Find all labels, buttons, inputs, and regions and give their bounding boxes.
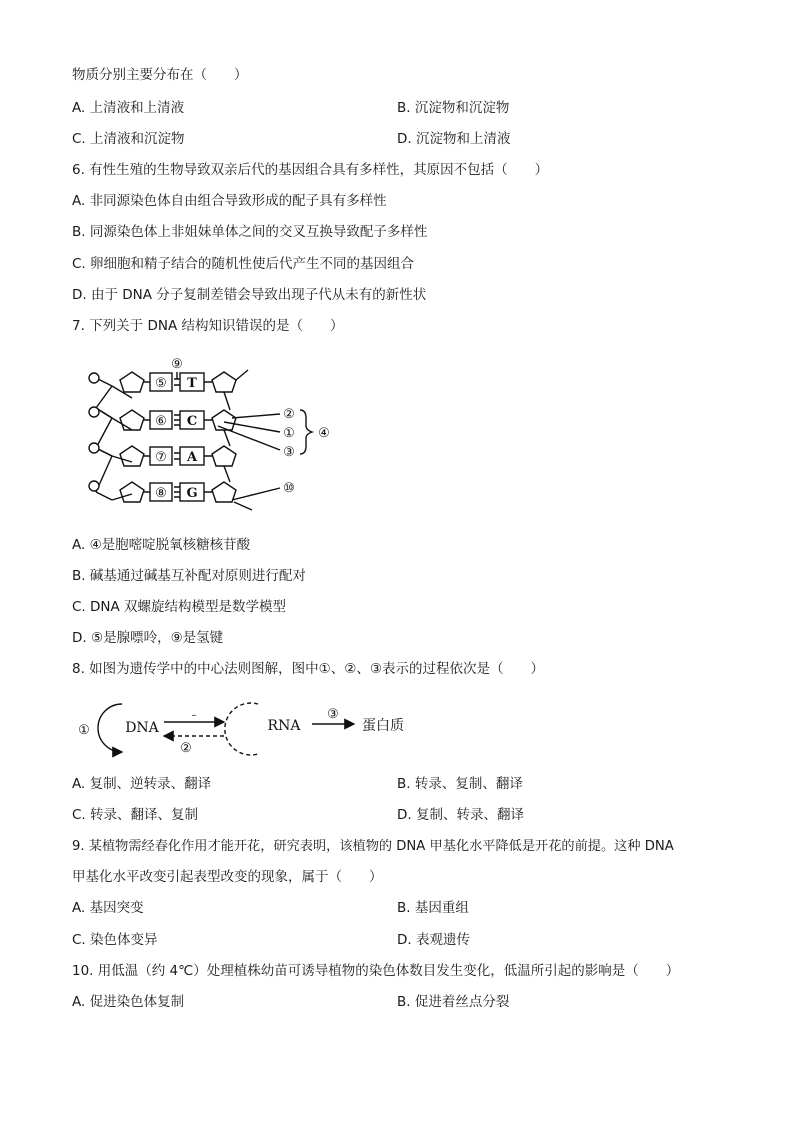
- bottom-label-10: ⑩: [283, 481, 295, 496]
- q10-option-a[interactable]: A. 促进染色体复制: [72, 994, 185, 1010]
- q9-option-c[interactable]: C. 染色体变异: [72, 932, 158, 948]
- q6-option-a[interactable]: A. 非同源染色体自由组合导致形成的配子具有多样性: [72, 193, 387, 209]
- q8-option-b[interactable]: B. 转录、复制、翻译: [397, 776, 523, 792]
- question-9-stem-line1: 9. 某植物需经春化作用才能开花，研究表明，该植物的 DNA 甲基化水平降低是开花的前提。这种 DNA: [72, 839, 674, 854]
- question-9-stem-line2: 甲基化水平改变引起表型改变的现象，属于（ ）: [72, 869, 383, 885]
- protein-text: 蛋白质: [362, 718, 404, 734]
- right-label-1: ①: [283, 426, 295, 441]
- q5-option-d[interactable]: D. 沉淀物和上清液: [397, 131, 511, 147]
- left-label-7: ⑦: [155, 450, 167, 465]
- blank-dash: –: [191, 710, 197, 721]
- q7-option-d[interactable]: D. ⑤是腺嘌呤，⑨是氢键: [72, 630, 224, 646]
- label-3: ③: [327, 707, 339, 722]
- question-5-stem-tail: 物质分别主要分布在（ ）: [72, 67, 248, 83]
- rna-text: RNA: [267, 718, 301, 734]
- q7-option-c[interactable]: C. DNA 双螺旋结构模型是数学模型: [72, 599, 287, 615]
- base-t: T: [187, 376, 197, 391]
- q5-option-b[interactable]: B. 沉淀物和沉淀物: [397, 100, 510, 116]
- right-label-3: ③: [283, 445, 295, 460]
- right-label-2: ②: [283, 407, 295, 422]
- q6-option-b[interactable]: B. 同源染色体上非姐妹单体之间的交叉互换导致配子多样性: [72, 224, 428, 240]
- q9-option-a[interactable]: A. 基因突变: [72, 900, 144, 916]
- base-g: G: [186, 486, 198, 501]
- base-a: A: [186, 450, 198, 465]
- q7-option-b[interactable]: B. 碱基通过碱基互补配对原则进行配对: [72, 568, 306, 584]
- dna-text: DNA: [125, 720, 159, 736]
- left-label-5: ⑤: [155, 376, 167, 391]
- left-label-6: ⑥: [155, 414, 167, 429]
- question-10-stem: 10. 用低温（约 4℃）处理植株幼苗可诱导植物的染色体数目发生变化，低温所引起的影响是（ ）: [72, 963, 680, 979]
- label-1: ①: [78, 723, 90, 738]
- base-c: C: [186, 414, 198, 429]
- top-label-9: ⑨: [171, 357, 183, 372]
- q8-option-a[interactable]: A. 复制、逆转录、翻译: [72, 776, 212, 792]
- label-2: ②: [180, 741, 192, 756]
- q9-option-d[interactable]: D. 表观遗传: [397, 932, 470, 948]
- central-dogma-diagram: [72, 694, 412, 762]
- brace-label-4: ④: [318, 426, 330, 441]
- q6-option-d[interactable]: D. 由于 DNA 分子复制差错会导致出现子代从未有的新性状: [72, 287, 427, 303]
- q5-option-c[interactable]: C. 上清液和沉淀物: [72, 131, 185, 147]
- q5-option-a[interactable]: A. 上清液和上清液: [72, 100, 185, 116]
- q10-option-b[interactable]: B. 促进着丝点分裂: [397, 994, 510, 1010]
- question-6-stem: 6. 有性生殖的生物导致双亲后代的基因组合具有多样性，其原因不包括（ ）: [72, 162, 549, 178]
- left-label-8: ⑧: [155, 486, 167, 501]
- q9-option-b[interactable]: B. 基因重组: [397, 900, 469, 916]
- q8-option-c[interactable]: C. 转录、翻译、复制: [72, 807, 199, 823]
- q7-option-a[interactable]: A. ④是胞嘧啶脱氧核糖核苷酸: [72, 537, 251, 553]
- question-8-stem: 8. 如图为遗传学中的中心法则图解，图中①、②、③表示的过程依次是（ ）: [72, 661, 544, 677]
- q6-option-c[interactable]: C. 卵细胞和精子结合的随机性使后代产生不同的基因组合: [72, 256, 415, 272]
- q8-option-d[interactable]: D. 复制、转录、翻译: [397, 807, 524, 823]
- dna-structure-diagram: [82, 352, 342, 524]
- question-7-stem: 7. 下列关于 DNA 结构知识错误的是（ ）: [72, 318, 344, 334]
